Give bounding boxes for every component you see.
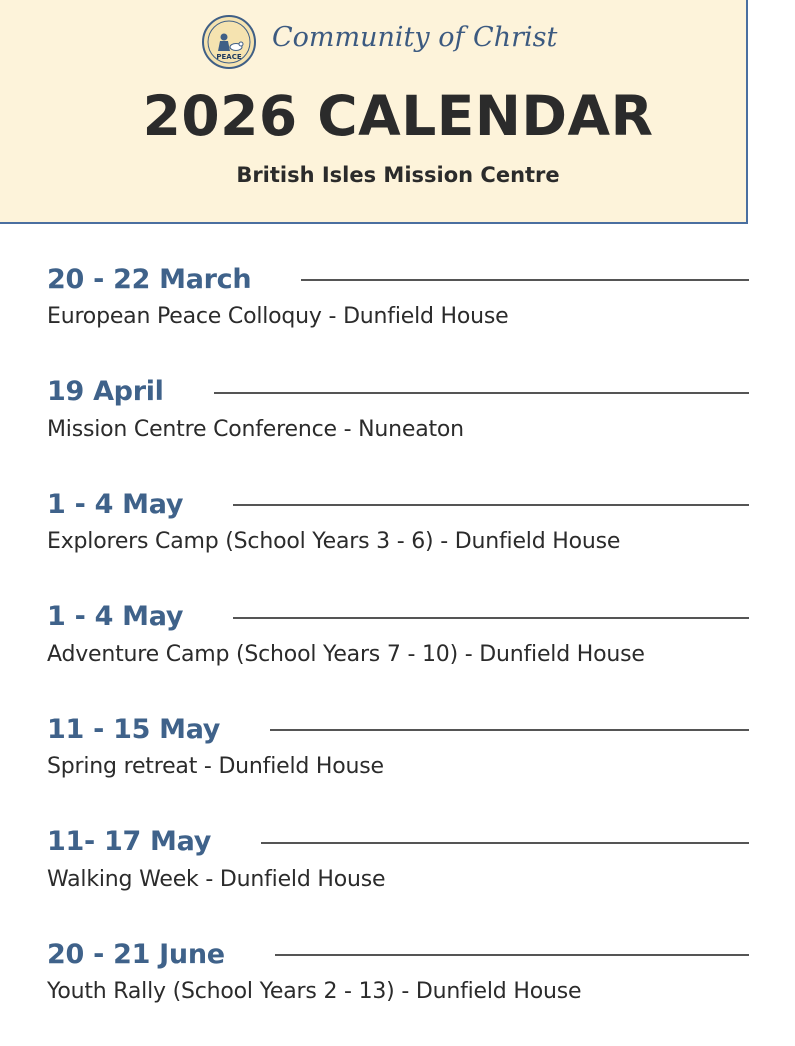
event-date: 20 - 21 June [47, 938, 225, 970]
event-description: Walking Week - Dunfield House [47, 866, 386, 892]
event-date-row [47, 258, 749, 300]
divider-rule [233, 504, 749, 506]
event-list [47, 258, 749, 1046]
event-date-row [47, 821, 749, 863]
divider-rule [214, 392, 749, 394]
divider-rule [270, 729, 749, 731]
event-date-row [47, 596, 749, 638]
event-item [47, 821, 749, 934]
page-title: 2026 CALENDAR [142, 84, 654, 148]
event-date: 19 April [47, 376, 164, 407]
brand-name: Community of Christ [272, 22, 558, 53]
divider-rule [261, 842, 749, 844]
event-date: 11 - 15 May [47, 713, 221, 745]
event-date: 11- 17 May [47, 826, 212, 857]
event-item [47, 258, 749, 371]
event-item [47, 708, 749, 821]
event-date-row [47, 371, 749, 413]
event-item [47, 933, 749, 1046]
event-date-row [47, 708, 749, 750]
event-item [47, 371, 749, 484]
event-date: 20 - 22 March [47, 263, 252, 295]
event-description: Mission Centre Conference - Nuneaton [47, 416, 464, 442]
event-description: Explorers Camp (School Years 3 - 6) - Dunfield House [47, 529, 621, 554]
event-date-row [47, 933, 749, 975]
event-date-row [47, 483, 749, 525]
divider-rule [275, 954, 749, 956]
peace-seal-icon [202, 15, 256, 69]
event-item [47, 596, 749, 709]
event-item [47, 483, 749, 596]
seal-label: PEACE [216, 53, 242, 61]
divider-rule [233, 617, 749, 619]
event-description: Adventure Camp (School Years 7 - 10) - Dunfield House [47, 641, 645, 667]
event-date: 1 - 4 May [47, 488, 184, 520]
event-description: European Peace Colloquy - Dunfield House [47, 304, 509, 329]
event-date: 1 - 4 May [47, 601, 184, 632]
page-subtitle: British Isles Mission Centre [236, 163, 560, 187]
event-description: Spring retreat - Dunfield House [47, 754, 384, 779]
header-banner [0, 0, 748, 224]
event-description: Youth Rally (School Years 2 - 13) - Dunfield House [47, 979, 582, 1004]
divider-rule [301, 279, 749, 281]
